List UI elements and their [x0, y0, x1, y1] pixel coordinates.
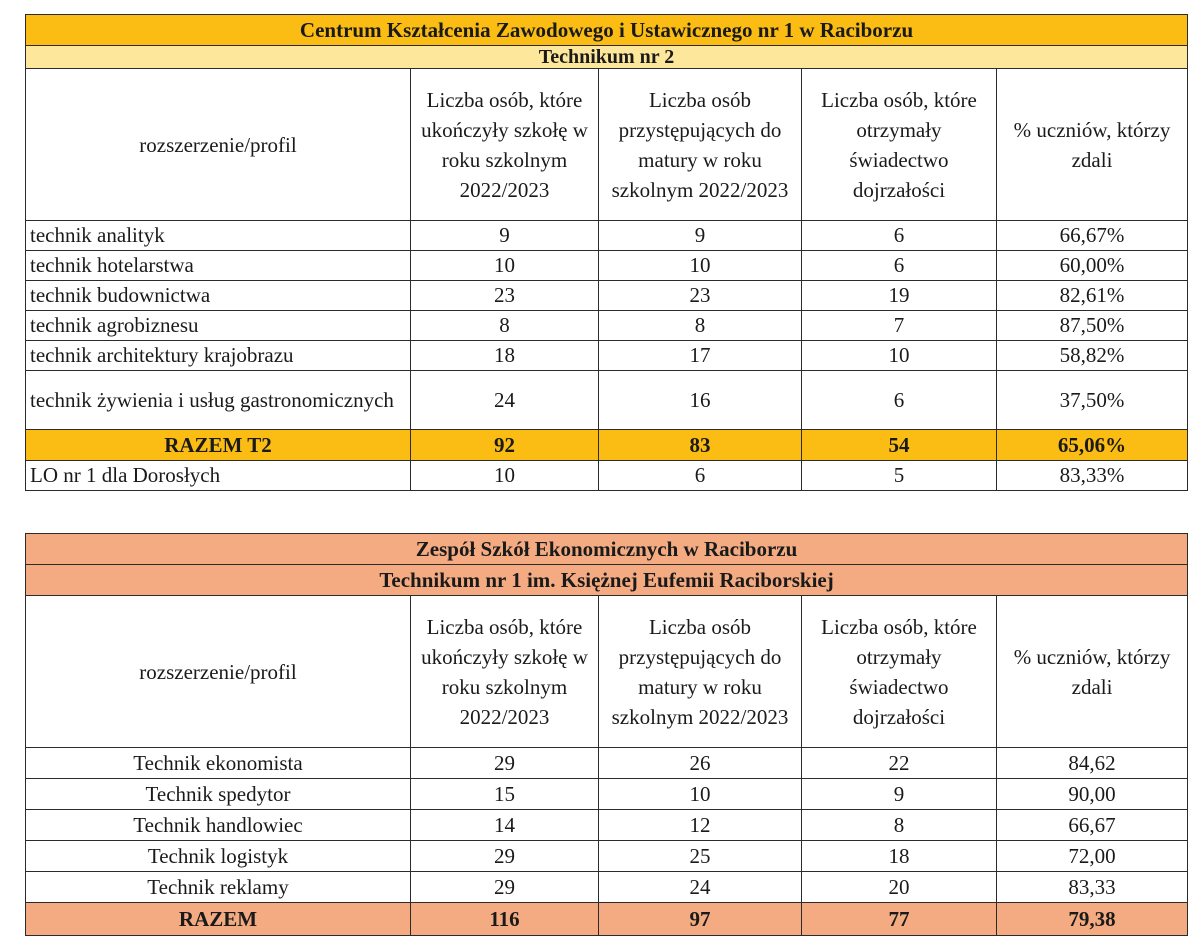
- cell-certificates: 20: [802, 872, 997, 903]
- table-row: [26, 810, 1188, 841]
- cell-pass-percent: 58,82%: [997, 341, 1188, 371]
- table-row: [26, 281, 1188, 311]
- table-row: [26, 251, 1188, 281]
- header-certificates: Liczba osób, które otrzymały świadectwo dojrzałości: [802, 596, 997, 748]
- cell-graduated: 15: [411, 779, 599, 810]
- cell-certificates: 6: [802, 251, 997, 281]
- cell-profile: Technik logistyk: [26, 841, 411, 872]
- cell-certificates: 8: [802, 810, 997, 841]
- total-certificates: 77: [802, 903, 997, 936]
- cell-exam-takers: 8: [599, 311, 802, 341]
- cell-certificates: 22: [802, 748, 997, 779]
- cell-graduated: 29: [411, 841, 599, 872]
- table-subtitle: Technikum nr 1 im. Księżnej Eufemii Raciborskiej: [26, 565, 1188, 596]
- cell-exam-takers: 24: [599, 872, 802, 903]
- cell-pass-percent: 82,61%: [997, 281, 1188, 311]
- cell-graduated: 9: [411, 221, 599, 251]
- total-graduated: 116: [411, 903, 599, 936]
- total-certificates: 54: [802, 430, 997, 461]
- cell-pass-percent: 83,33: [997, 872, 1188, 903]
- table-row: [26, 841, 1188, 872]
- header-pass-percent: % uczniów, którzy zdali: [997, 596, 1188, 748]
- table-title: Centrum Kształcenia Zawodowego i Ustawicznego nr 1 w Raciborzu: [26, 15, 1188, 46]
- cell-exam-takers: 25: [599, 841, 802, 872]
- cell-exam-takers: 23: [599, 281, 802, 311]
- cell-certificates: 5: [802, 461, 997, 491]
- table-row: [26, 221, 1188, 251]
- header-certificates: Liczba osób, które otrzymały świadectwo dojrzałości: [802, 69, 997, 221]
- cell-graduated: 29: [411, 748, 599, 779]
- cell-profile: technik analityk: [26, 221, 411, 251]
- cell-certificates: 6: [802, 371, 997, 430]
- cell-graduated: 23: [411, 281, 599, 311]
- cell-profile: technik architektury krajobrazu: [26, 341, 411, 371]
- cell-profile: technik agrobiznesu: [26, 311, 411, 341]
- cell-exam-takers: 10: [599, 779, 802, 810]
- cell-pass-percent: 87,50%: [997, 311, 1188, 341]
- table-row: [26, 341, 1188, 371]
- header-graduated: Liczba osób, które ukończyły szkołę w roku szkolnym 2022/2023: [411, 596, 599, 748]
- cell-certificates: 9: [802, 779, 997, 810]
- cell-exam-takers: 17: [599, 341, 802, 371]
- cell-graduated: 14: [411, 810, 599, 841]
- table-row: [26, 748, 1188, 779]
- cell-profile: technik żywienia i usług gastronomicznych: [26, 371, 411, 430]
- table-row: [26, 371, 1188, 430]
- cell-exam-takers: 16: [599, 371, 802, 430]
- total-exam-takers: 83: [599, 430, 802, 461]
- cell-exam-takers: 9: [599, 221, 802, 251]
- cell-graduated: 8: [411, 311, 599, 341]
- header-exam-takers: Liczba osób przystępujących do matury w roku szkolnym 2022/2023: [599, 69, 802, 221]
- cell-certificates: 18: [802, 841, 997, 872]
- cell-certificates: 7: [802, 311, 997, 341]
- cell-profile: technik budownictwa: [26, 281, 411, 311]
- cell-graduated: 29: [411, 872, 599, 903]
- table-subtitle: Technikum nr 2: [26, 46, 1188, 69]
- cell-pass-percent: 60,00%: [997, 251, 1188, 281]
- cell-graduated: 18: [411, 341, 599, 371]
- cell-profile: Technik ekonomista: [26, 748, 411, 779]
- cell-profile: Technik handlowiec: [26, 810, 411, 841]
- cell-profile: Technik spedytor: [26, 779, 411, 810]
- cell-graduated: 10: [411, 251, 599, 281]
- table-title: Zespół Szkół Ekonomicznych w Raciborzu: [26, 534, 1188, 565]
- total-row: [26, 430, 1188, 461]
- total-label: RAZEM: [26, 903, 411, 936]
- cell-pass-percent: 72,00: [997, 841, 1188, 872]
- table-zse: [25, 533, 1188, 936]
- total-exam-takers: 97: [599, 903, 802, 936]
- cell-exam-takers: 12: [599, 810, 802, 841]
- cell-pass-percent: 66,67: [997, 810, 1188, 841]
- total-label: RAZEM T2: [26, 430, 411, 461]
- cell-profile: Technik reklamy: [26, 872, 411, 903]
- table-title-row: [26, 534, 1188, 565]
- cell-pass-percent: 90,00: [997, 779, 1188, 810]
- cell-certificates: 6: [802, 221, 997, 251]
- cell-pass-percent: 66,67%: [997, 221, 1188, 251]
- total-pass-percent: 65,06%: [997, 430, 1188, 461]
- table-title-row: [26, 15, 1188, 46]
- cell-exam-takers: 10: [599, 251, 802, 281]
- table-row: [26, 461, 1188, 491]
- cell-profile: LO nr 1 dla Dorosłych: [26, 461, 411, 491]
- table-row: [26, 872, 1188, 903]
- header-exam-takers: Liczba osób przystępujących do matury w roku szkolnym 2022/2023: [599, 596, 802, 748]
- table-subtitle-row: [26, 46, 1188, 69]
- header-graduated: Liczba osób, które ukończyły szkołę w roku szkolnym 2022/2023: [411, 69, 599, 221]
- cell-profile: technik hotelarstwa: [26, 251, 411, 281]
- total-graduated: 92: [411, 430, 599, 461]
- header-pass-percent: % uczniów, którzy zdali: [997, 69, 1188, 221]
- header-profile: rozszerzenie/profil: [26, 69, 411, 221]
- cell-pass-percent: 83,33%: [997, 461, 1188, 491]
- cell-exam-takers: 6: [599, 461, 802, 491]
- cell-certificates: 10: [802, 341, 997, 371]
- table-row: [26, 779, 1188, 810]
- header-row: [26, 69, 1188, 221]
- cell-graduated: 10: [411, 461, 599, 491]
- header-row: [26, 596, 1188, 748]
- table-ckziu: [25, 14, 1188, 491]
- total-row: [26, 903, 1188, 936]
- cell-exam-takers: 26: [599, 748, 802, 779]
- cell-certificates: 19: [802, 281, 997, 311]
- header-profile: rozszerzenie/profil: [26, 596, 411, 748]
- cell-pass-percent: 84,62: [997, 748, 1188, 779]
- cell-graduated: 24: [411, 371, 599, 430]
- cell-pass-percent: 37,50%: [997, 371, 1188, 430]
- table-row: [26, 311, 1188, 341]
- total-pass-percent: 79,38: [997, 903, 1188, 936]
- table-subtitle-row: [26, 565, 1188, 596]
